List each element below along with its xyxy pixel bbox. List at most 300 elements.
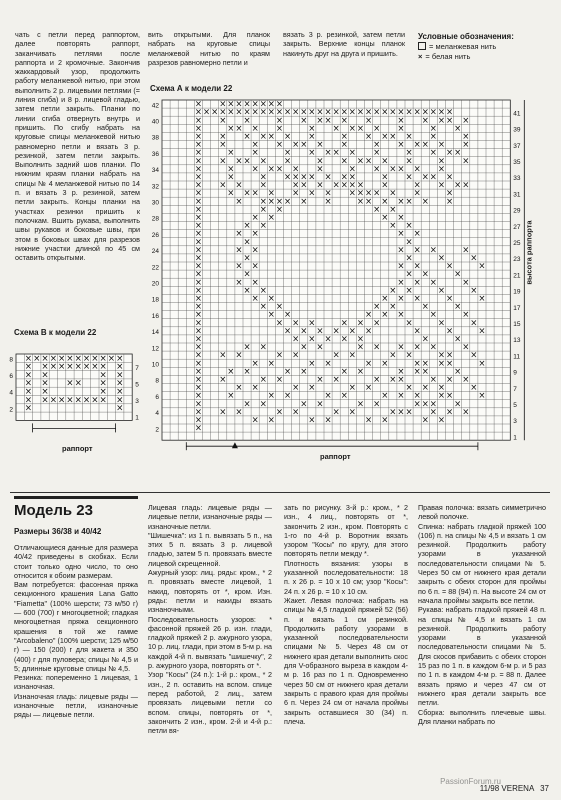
issue-label: 11/98 VERENA bbox=[479, 784, 534, 793]
scheme-a-x-cell: × bbox=[397, 342, 405, 353]
scheme-a-x-cell: × bbox=[275, 204, 284, 215]
scheme-b-x-cell: × bbox=[82, 362, 91, 373]
scheme-a-x-cell: × bbox=[364, 310, 373, 321]
scheme-a-x-cell: × bbox=[194, 375, 203, 386]
scheme-a-x-cell: × bbox=[194, 204, 203, 215]
scheme-a-x-cell: × bbox=[421, 115, 429, 126]
scheme-a-x-cell: × bbox=[462, 375, 470, 386]
scheme-a-x-cell: × bbox=[397, 261, 405, 272]
scheme-a-row-label: 38 bbox=[151, 134, 159, 142]
scheme-a-x-cell: × bbox=[275, 123, 284, 134]
scheme-a-x-cell: × bbox=[340, 180, 348, 191]
page-number: 37 bbox=[540, 784, 549, 793]
scheme-a-x-cell: × bbox=[364, 196, 373, 207]
scheme-a-x-cell: × bbox=[283, 391, 292, 402]
scheme-b-x-cell: × bbox=[91, 362, 99, 373]
scheme-a-x-cell: × bbox=[381, 156, 389, 167]
scheme-a-x-cell: × bbox=[462, 342, 470, 353]
scheme-a-row-label: 1 bbox=[513, 434, 517, 442]
scheme-a-x-cell: × bbox=[316, 180, 324, 191]
scheme-a-row-label: 18 bbox=[151, 296, 159, 304]
scheme-a-x-cell: × bbox=[356, 107, 365, 118]
top-text-col1: чать с петли перед раппортом, далее повторять раппорт, заканчивать петлями после раппорта и 2 кромочные. Закончив жаккардовый узор, продолжить работу меланжевой нитью, при этом выполнить 2 р. лицевыми петлями (= линия сгиба) и 8 р. лицевой гладью, затем петли закрыть. Планки по линии сгиба отвернуть внутрь и пришить. По сгибу набрать на круговые спицы меланжевой нитью равномерно петли и вязать 3 р. резинкой, затем петли закрыть. Выполнить задний шов планки. По нижним краям планки набрать на спицы № 4 меланжевой нитью по 14 п. и вязать 3 р. резинкой, затем петли закрыть. Концы планки на участках резинки пришить к полочкам. Вшить рукава, выполнить швы рукавов и боковые швы, при этом в боковых швах для разрезов нижние участки длиной по 45 см оставить открытыми. bbox=[15, 30, 140, 263]
scheme-a-x-cell: × bbox=[364, 115, 373, 126]
scheme-a-x-cell: × bbox=[364, 156, 373, 167]
scheme-a-x-cell: × bbox=[194, 415, 203, 426]
scheme-a-x-cell: × bbox=[235, 383, 243, 394]
scheme-a-x-cell: × bbox=[259, 196, 267, 207]
scheme-a-x-cell: × bbox=[219, 107, 227, 118]
scheme-a-x-cell: × bbox=[324, 172, 332, 183]
scheme-a-x-cell: × bbox=[381, 196, 389, 207]
scheme-a-row-label: 27 bbox=[513, 223, 521, 231]
scheme-a-row-label: 21 bbox=[513, 272, 521, 280]
scheme-a-x-cell: × bbox=[413, 261, 421, 272]
scheme-a-x-cell: × bbox=[356, 334, 365, 345]
scheme-a-x-cell: × bbox=[348, 188, 356, 199]
scheme-a-x-cell: × bbox=[373, 204, 381, 215]
scheme-a-x-cell: × bbox=[470, 285, 478, 296]
scheme-a-x-cell: × bbox=[227, 99, 235, 110]
scheme-a-x-cell: × bbox=[389, 107, 397, 118]
scheme-a-x-cell: × bbox=[445, 407, 454, 418]
scheme-a-x-cell: × bbox=[324, 415, 332, 426]
scheme-a-row-label: 2 bbox=[155, 426, 159, 434]
scheme-a-x-cell: × bbox=[413, 294, 421, 305]
scheme-a-x-cell: × bbox=[324, 334, 332, 345]
scheme-b-row-label: 1 bbox=[135, 414, 139, 422]
scheme-a-x-cell: × bbox=[194, 318, 203, 329]
scheme-a-x-cell: × bbox=[259, 399, 267, 410]
scheme-a-x-cell: × bbox=[454, 334, 462, 345]
scheme-a-x-cell: × bbox=[267, 310, 275, 321]
scheme-a-row-label: 37 bbox=[513, 142, 521, 150]
scheme-a-x-cell: × bbox=[267, 107, 275, 118]
scheme-a-x-cell: × bbox=[324, 391, 332, 402]
scheme-a-x-cell: × bbox=[194, 269, 203, 280]
scheme-a-x-cell: × bbox=[251, 415, 259, 426]
scheme-a-x-cell: × bbox=[405, 107, 413, 118]
scheme-a-x-cell: × bbox=[275, 164, 284, 175]
scheme-a-x-cell: × bbox=[267, 358, 275, 369]
scheme-a-x-cell: × bbox=[259, 99, 267, 110]
scheme-b-row-label: 2 bbox=[9, 406, 13, 414]
scheme-a-row-label: 5 bbox=[513, 401, 517, 409]
scheme-a-x-cell: × bbox=[275, 196, 284, 207]
scheme-a-x-cell: × bbox=[316, 115, 324, 126]
scheme-a-x-cell: × bbox=[194, 366, 203, 377]
scheme-b-rapport-label: раппорт bbox=[62, 444, 93, 453]
scheme-b-row-label: 6 bbox=[9, 373, 13, 381]
scheme-a-x-cell: × bbox=[267, 391, 275, 402]
scheme-a-x-cell: × bbox=[243, 342, 251, 353]
scheme-a-x-cell: × bbox=[413, 358, 421, 369]
scheme-a-x-cell: × bbox=[243, 237, 251, 248]
scheme-a-x-cell: × bbox=[243, 188, 251, 199]
scheme-a-x-cell: × bbox=[373, 164, 381, 175]
scheme-a-x-cell: × bbox=[275, 407, 284, 418]
scheme-a-x-cell: × bbox=[227, 366, 235, 377]
scheme-a-x-cell: × bbox=[235, 245, 243, 256]
scheme-a-row-label: 31 bbox=[513, 191, 521, 199]
scheme-a-x-cell: × bbox=[259, 107, 267, 118]
scheme-a-x-cell: × bbox=[348, 326, 356, 337]
scheme-b-x-cell: × bbox=[99, 353, 107, 364]
scheme-a-x-cell: × bbox=[462, 310, 470, 321]
scheme-a-x-cell: × bbox=[292, 180, 300, 191]
scheme-a-x-cell: × bbox=[462, 277, 470, 288]
scheme-a-x-cell: × bbox=[194, 253, 203, 264]
scheme-b-x-cell: × bbox=[99, 395, 107, 406]
scheme-a-x-cell: × bbox=[243, 99, 251, 110]
scheme-a-x-cell: × bbox=[445, 172, 454, 183]
scheme-a-x-cell: × bbox=[243, 366, 251, 377]
scheme-a-x-cell: × bbox=[356, 123, 365, 134]
scheme-b-grid bbox=[9, 354, 139, 433]
scheme-b-x-cell: × bbox=[99, 387, 107, 398]
scheme-a-x-cell: × bbox=[251, 245, 259, 256]
scheme-a-x-cell: × bbox=[470, 253, 478, 264]
scheme-a-x-cell: × bbox=[194, 148, 203, 159]
scheme-a-x-cell: × bbox=[478, 326, 486, 337]
scheme-b-row-label: 7 bbox=[135, 364, 139, 372]
scheme-b-x-cell: × bbox=[24, 353, 33, 364]
scheme-b-x-cell: × bbox=[107, 353, 116, 364]
scheme-a-row-label: 30 bbox=[151, 199, 159, 207]
scheme-b-x-cell: × bbox=[91, 353, 99, 364]
scheme-a-x-cell: × bbox=[332, 148, 340, 159]
scheme-a-x-cell: × bbox=[478, 261, 486, 272]
scheme-a-x-cell: × bbox=[340, 115, 348, 126]
scheme-a-x-cell: × bbox=[348, 148, 356, 159]
scheme-a-x-cell: × bbox=[300, 140, 308, 151]
scheme-b-x-cell: × bbox=[41, 395, 49, 406]
scheme-a-x-cell: × bbox=[397, 115, 405, 126]
scheme-b-x-cell: × bbox=[91, 395, 99, 406]
scheme-b-x-cell: × bbox=[24, 387, 33, 398]
scheme-a-x-cell: × bbox=[462, 132, 470, 143]
scheme-b-x-cell: × bbox=[24, 362, 33, 373]
scheme-a-x-cell: × bbox=[251, 261, 259, 272]
scheme-b-x-cell: × bbox=[74, 378, 82, 389]
scheme-b-x-cell: × bbox=[116, 353, 124, 364]
scheme-b-x-cell: × bbox=[116, 387, 124, 398]
scheme-a-x-cell: × bbox=[194, 391, 203, 402]
scheme-a-x-cell: × bbox=[194, 294, 203, 305]
scheme-a-x-cell: × bbox=[194, 140, 203, 151]
scheme-b-x-cell: × bbox=[41, 387, 49, 398]
scheme-a-x-cell: × bbox=[437, 107, 446, 118]
scheme-a-x-cell: × bbox=[437, 285, 446, 296]
scheme-a-x-cell: × bbox=[251, 213, 259, 224]
scheme-a-row-label: 20 bbox=[151, 280, 159, 288]
scheme-a-row-label: 17 bbox=[513, 304, 521, 312]
scheme-a-x-cell: × bbox=[397, 391, 405, 402]
scheme-a-x-cell: × bbox=[470, 318, 478, 329]
scheme-b-x-cell: × bbox=[99, 378, 107, 389]
scheme-a-x-cell: × bbox=[194, 221, 203, 232]
scheme-a-x-cell: × bbox=[437, 140, 446, 151]
top-text-col2: вить открытыми. Для планок набрать на круговые спицы меланжевой нитью по краям разрезов равномерно петли и bbox=[148, 30, 270, 67]
scheme-a-x-cell: × bbox=[405, 156, 413, 167]
scheme-a-x-cell: × bbox=[381, 415, 389, 426]
scheme-a-x-cell: × bbox=[356, 366, 365, 377]
scheme-b-x-cell: × bbox=[49, 362, 57, 373]
scheme-a-x-cell: × bbox=[194, 423, 203, 434]
scheme-a-x-cell: × bbox=[243, 115, 251, 126]
scheme-a-x-cell: × bbox=[389, 407, 397, 418]
scheme-a-x-cell: × bbox=[454, 148, 462, 159]
scheme-a-x-cell: × bbox=[405, 383, 413, 394]
scheme-a-row-label: 24 bbox=[151, 248, 159, 256]
scheme-a-x-cell: × bbox=[292, 334, 300, 345]
scheme-a-row-label: 26 bbox=[151, 231, 159, 239]
scheme-a-x-cell: × bbox=[454, 302, 462, 313]
scheme-a-x-cell: × bbox=[259, 156, 267, 167]
scheme-a-x-cell: × bbox=[389, 302, 397, 313]
scheme-a-x-cell: × bbox=[292, 188, 300, 199]
scheme-a-x-cell: × bbox=[405, 350, 413, 361]
scheme-a-x-cell: × bbox=[235, 261, 243, 272]
scheme-a-x-cell: × bbox=[381, 391, 389, 402]
scheme-a-x-cell: × bbox=[194, 310, 203, 321]
scheme-a-x-cell: × bbox=[421, 196, 429, 207]
column-divider-top bbox=[14, 496, 138, 499]
scheme-a-x-cell: × bbox=[194, 229, 203, 240]
scheme-a-x-cell: × bbox=[324, 148, 332, 159]
scheme-a-x-cell: × bbox=[300, 180, 308, 191]
scheme-a-x-cell: × bbox=[292, 140, 300, 151]
bottom-text-col3: зать по рисунку. 3-й р.: кром., * 2 изн., 4 лиц., повторять от *, закончить 2 изн., кром. Повторять с 1-го по 4-й р. Воротник вязать узором "Косы" по кругу, для этого повторять петли между *. Плотность вязания: узоры в указанной последовательности: 18 п. х 26 р. = 10 х 10 см; узор "Косы": 24 п. х 26 р. = 10 х 10 см. Жакет. Левая полочка: набрать на спицы № 4,5 гладкой пряжей 52 (56) п. и вязать 1 см резинкой. Продолжить работу узорами в указанной последовательности спицами № 5. Через 48 см от нижнего края детали выполнить скос для V-образного выреза в каждом 4-м р. 16 раз по 1 п. Одновременно через 50 см от нижнего края детали закрыть с правого края для проймы 6 п. Через 24 см от начала проймы закрыть оставшиеся 30 (34) п. плеча. bbox=[284, 503, 408, 726]
scheme-a-x-cell: × bbox=[389, 285, 397, 296]
section-divider bbox=[10, 492, 550, 493]
scheme-a-row-label: 40 bbox=[151, 118, 159, 126]
scheme-a-x-cell: × bbox=[445, 358, 454, 369]
scheme-a-x-cell: × bbox=[356, 180, 365, 191]
scheme-a-x-cell: × bbox=[243, 132, 251, 143]
scheme-a-x-cell: × bbox=[348, 350, 356, 361]
scheme-a-x-cell: × bbox=[413, 164, 421, 175]
scheme-a-x-cell: × bbox=[308, 107, 316, 118]
scheme-a-x-cell: × bbox=[283, 310, 292, 321]
scheme-a-x-cell: × bbox=[243, 107, 251, 118]
scheme-a-x-cell: × bbox=[413, 188, 421, 199]
scheme-a-x-cell: × bbox=[364, 358, 373, 369]
scheme-a-x-cell: × bbox=[445, 294, 454, 305]
scheme-a-x-cell: × bbox=[219, 132, 227, 143]
scheme-a-x-cell: × bbox=[211, 107, 219, 118]
scheme-a-row-label: 33 bbox=[513, 175, 521, 183]
scheme-a-x-cell: × bbox=[292, 383, 300, 394]
scheme-a-row-label: 23 bbox=[513, 256, 521, 264]
scheme-b-x-cell: × bbox=[24, 403, 33, 414]
scheme-a-x-cell: × bbox=[308, 148, 316, 159]
scheme-a-x-cell: × bbox=[275, 99, 284, 110]
scheme-a-x-cell: × bbox=[194, 407, 203, 418]
scheme-a-x-cell: × bbox=[332, 123, 340, 134]
scheme-a-x-cell: × bbox=[194, 213, 203, 224]
scheme-a-x-cell: × bbox=[292, 164, 300, 175]
scheme-a-x-cell: × bbox=[437, 318, 446, 329]
scheme-a-x-cell: × bbox=[219, 115, 227, 126]
scheme-a-x-cell: × bbox=[194, 326, 203, 337]
scheme-a-x-cell: × bbox=[332, 375, 340, 386]
scheme-a-x-cell: × bbox=[421, 107, 429, 118]
scheme-b-x-cell: × bbox=[24, 370, 33, 381]
bottom-text-col4: Правая полочка: вязать симметрично левой полочке. Спинка: набрать гладкой пряжей 100 (106) п. на спицы № 4,5 и вязать 1 см резинкой. Продолжить работу узорами в указанной последовательности спицами № 5. Через 50 см от нижнего края детали закрыть с обеих сторон для проймы по 6 п. = 88 (94) п. На высоте 24 см от начала проймы закрыть все петли. Рукава: набрать гладкой пряжей 48 п. на спицы № 4,5 и вязать 1 см резинкой. Продолжить работу узорами в указанной последовательности спицами № 5. Для скосов прибавить с обеих сторон 15 раз по 1 п. в каждом 6-м р. и 5 раз по 1 п. в каждом 4-м р. = 88 п. Далее вязать прямо и через 47 см от нижнего края детали закрыть все петли. Сборка: выполнить плечевые швы. Для планки набрать по bbox=[418, 503, 546, 726]
scheme-a-x-cell: × bbox=[251, 277, 259, 288]
scheme-a-x-cell: × bbox=[421, 399, 429, 410]
scheme-b-row-label: 8 bbox=[9, 356, 13, 364]
scheme-a-x-cell: × bbox=[413, 326, 421, 337]
scheme-a-x-cell: × bbox=[389, 375, 397, 386]
scheme-a-x-cell: × bbox=[421, 358, 429, 369]
scheme-b-x-cell: × bbox=[41, 370, 49, 381]
scheme-a-x-cell: × bbox=[227, 172, 235, 183]
scheme-a-x-cell: × bbox=[275, 107, 284, 118]
scheme-a-x-cell: × bbox=[283, 148, 292, 159]
scheme-a-x-cell: × bbox=[373, 342, 381, 353]
scheme-a-x-cell: × bbox=[219, 156, 227, 167]
scheme-a-x-cell: × bbox=[259, 342, 267, 353]
scheme-a-x-cell: × bbox=[316, 164, 324, 175]
scheme-a-x-cell: × bbox=[421, 140, 429, 151]
scheme-a-x-cell: × bbox=[275, 115, 284, 126]
scheme-a-x-cell: × bbox=[413, 245, 421, 256]
scheme-a-x-cell: × bbox=[292, 407, 300, 418]
legend-item-white: × = белая нить bbox=[418, 52, 471, 61]
scheme-a-x-cell: × bbox=[381, 310, 389, 321]
scheme-a-x-cell: × bbox=[267, 164, 275, 175]
scheme-a-row-label: 7 bbox=[513, 385, 517, 393]
scheme-b-x-cell: × bbox=[74, 362, 82, 373]
scheme-a-x-cell: × bbox=[283, 366, 292, 377]
scheme-a-x-cell: × bbox=[445, 375, 454, 386]
scheme-b-x-cell: × bbox=[116, 370, 124, 381]
scheme-a-x-cell: × bbox=[373, 123, 381, 134]
scheme-a-x-cell: × bbox=[397, 245, 405, 256]
scheme-a-x-cell: × bbox=[429, 310, 437, 321]
scheme-a-x-cell: × bbox=[462, 156, 470, 167]
scheme-a-x-cell: × bbox=[235, 350, 243, 361]
scheme-a-x-cell: × bbox=[292, 107, 300, 118]
scheme-a-x-cell: × bbox=[219, 375, 227, 386]
scheme-a-x-cell: × bbox=[405, 318, 413, 329]
scheme-a-x-cell: × bbox=[194, 188, 203, 199]
scheme-a-row-label: 22 bbox=[151, 264, 159, 272]
scheme-a-x-cell: × bbox=[413, 342, 421, 353]
scheme-a-row-label: 29 bbox=[513, 207, 521, 215]
scheme-a-x-cell: × bbox=[429, 342, 437, 353]
scheme-a-x-cell: × bbox=[462, 407, 470, 418]
scheme-a-x-cell: × bbox=[405, 196, 413, 207]
scheme-a-x-cell: × bbox=[397, 164, 405, 175]
scheme-a-x-cell: × bbox=[227, 391, 235, 402]
scheme-a-x-cell: × bbox=[194, 261, 203, 272]
scheme-a-row-label: 8 bbox=[155, 377, 159, 385]
scheme-a-x-cell: × bbox=[373, 140, 381, 151]
scheme-a-x-cell: × bbox=[194, 302, 203, 313]
scheme-a-x-cell: × bbox=[243, 156, 251, 167]
scheme-a-x-cell: × bbox=[251, 229, 259, 240]
scheme-a-x-cell: × bbox=[300, 366, 308, 377]
scheme-b-x-cell: × bbox=[116, 403, 124, 414]
scheme-a-x-cell: × bbox=[316, 326, 324, 337]
scheme-a-x-cell: × bbox=[275, 302, 284, 313]
scheme-a-x-cell: × bbox=[429, 172, 437, 183]
scheme-a-x-cell: × bbox=[275, 350, 284, 361]
scheme-a-x-cell: × bbox=[389, 204, 397, 215]
scheme-a-x-cell: × bbox=[300, 196, 308, 207]
scheme-a-x-cell: × bbox=[405, 221, 413, 232]
scheme-a-x-cell: × bbox=[413, 366, 421, 377]
scheme-a-x-cell: × bbox=[308, 334, 316, 345]
scheme-b-x-cell: × bbox=[82, 353, 91, 364]
scheme-a-x-cell: × bbox=[373, 375, 381, 386]
scheme-b-x-cell: × bbox=[24, 395, 33, 406]
scheme-b-x-cell: × bbox=[41, 353, 49, 364]
scheme-a-x-cell: × bbox=[413, 107, 421, 118]
scheme-a-row-label: 11 bbox=[513, 353, 521, 361]
scheme-a-x-cell: × bbox=[251, 164, 259, 175]
scheme-a-title: Схема А к модели 22 bbox=[150, 84, 233, 93]
scheme-a-x-cell: × bbox=[356, 196, 365, 207]
scheme-a-x-cell: × bbox=[243, 221, 251, 232]
scheme-a-x-cell: × bbox=[308, 172, 316, 183]
scheme-a-x-cell: × bbox=[251, 123, 259, 134]
scheme-a-row-label: 10 bbox=[151, 361, 159, 369]
scheme-a-row-label: 32 bbox=[151, 183, 159, 191]
scheme-a-x-cell: × bbox=[364, 415, 373, 426]
scheme-a-x-cell: × bbox=[429, 245, 437, 256]
scheme-a-x-cell: × bbox=[405, 148, 413, 159]
scheme-a-x-cell: × bbox=[227, 164, 235, 175]
scheme-a-x-cell: × bbox=[429, 277, 437, 288]
scheme-a-row-label: 36 bbox=[151, 150, 159, 158]
bottom-text-col1: Отличающиеся данные для размера 40/42 приведены в скобках. Если стоит только одно число, то оно относится к обоим размерам. Вам потребуется: фасонная пряжа секционного крашения Lana Gatto "Fiametta" (100% шерсти; 73 м/50 г) — 600 (700) г многоцветной; гладкая многоцветная пряжа секционного крашения в той же гамме "Arcobaleno" (100% шерсти; 125 м/50 г) — 150 (200) г для жакета и 350 (400) г для пуловера; спицы № 4,5 и 5; длинные круговые спицы № 4,5. Резинка: попеременно 1 лицевая, 1 изнаночная. Изнаночная гладь: лицевые ряды — изнаночные петли, изнаночные ряды — лицевые петли. bbox=[14, 543, 138, 720]
scheme-a-x-cell: × bbox=[429, 123, 437, 134]
scheme-a-x-cell: × bbox=[267, 196, 275, 207]
scheme-a-x-cell: × bbox=[405, 407, 413, 418]
scheme-b-x-cell: × bbox=[58, 395, 66, 406]
scheme-a-x-cell: × bbox=[397, 229, 405, 240]
scheme-a-x-cell: × bbox=[373, 188, 381, 199]
model-title: Модель 23 bbox=[14, 502, 93, 519]
scheme-a-x-cell: × bbox=[259, 172, 267, 183]
scheme-a-x-cell: × bbox=[300, 326, 308, 337]
scheme-a-x-cell: × bbox=[445, 261, 454, 272]
scheme-a-x-cell: × bbox=[194, 172, 203, 183]
scheme-a-x-cell: × bbox=[470, 350, 478, 361]
scheme-a-x-cell: × bbox=[243, 269, 251, 280]
scheme-a-x-cell: × bbox=[267, 213, 275, 224]
scheme-b-x-cell: × bbox=[24, 378, 33, 389]
scheme-a-x-cell: × bbox=[251, 294, 259, 305]
scheme-a-x-cell: × bbox=[413, 391, 421, 402]
scheme-a-x-cell: × bbox=[437, 180, 446, 191]
scheme-a-x-cell: × bbox=[194, 132, 203, 143]
scheme-a-x-cell: × bbox=[445, 148, 454, 159]
scheme-b-x-cell: × bbox=[33, 353, 41, 364]
scheme-a-x-cell: × bbox=[332, 180, 340, 191]
scheme-a-x-cell: × bbox=[340, 334, 348, 345]
scheme-a-x-cell: × bbox=[348, 383, 356, 394]
scheme-a-x-cell: × bbox=[316, 375, 324, 386]
scheme-a-x-cell: × bbox=[454, 399, 462, 410]
scheme-a-x-cell: × bbox=[389, 132, 397, 143]
scheme-a-x-cell: × bbox=[227, 188, 235, 199]
scheme-a-x-cell: × bbox=[194, 156, 203, 167]
